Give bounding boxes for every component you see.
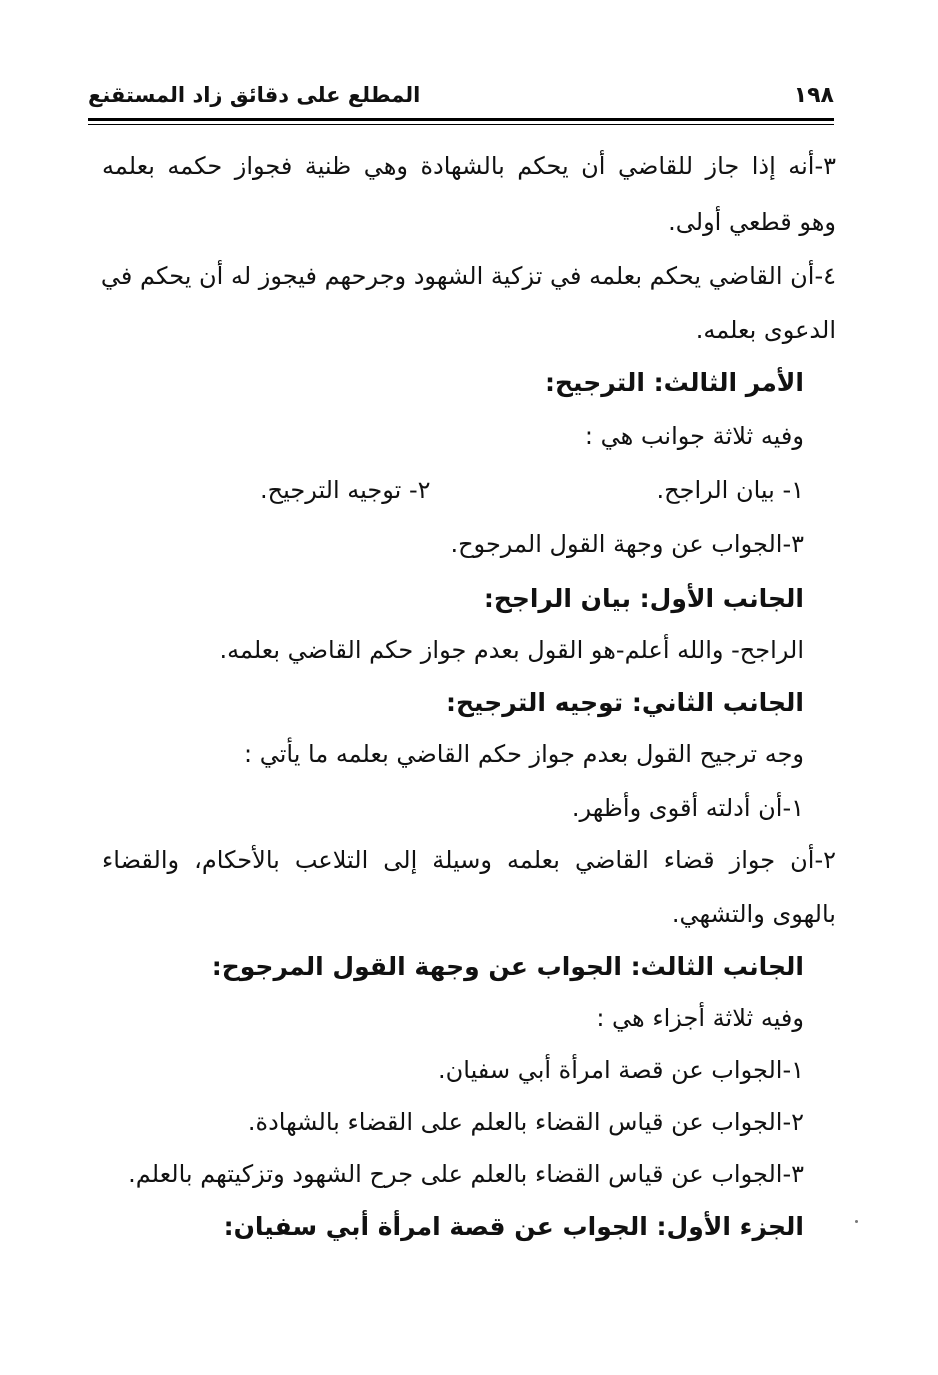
list-item: ١- بيان الراجح. — [656, 476, 804, 504]
paragraph-line: ٤-أن القاضي يحكم بعلمه في تزكية الشهود وجرحهم فيجوز له أن يحكم في — [100, 262, 836, 290]
section-heading: الجانب الثاني: توجيه الترجيح: — [446, 688, 804, 717]
margin-dot — [855, 1220, 858, 1223]
paragraph-line: وفيه ثلاثة جوانب هي : — [584, 422, 804, 450]
header-rule-thick — [88, 118, 834, 121]
list-item: ٢-الجواب عن قياس القضاء بالعلم على القضاء بالشهادة. — [247, 1108, 804, 1136]
list-item: ٢- توجيه الترجيح. — [260, 476, 431, 504]
paragraph-line: وهو قطعي أولى. — [668, 208, 836, 236]
list-item: ١-أن أدلته أقوى وأظهر. — [571, 794, 804, 822]
list-item: ١-الجواب عن قصة امرأة أبي سفيان. — [438, 1056, 804, 1084]
section-heading: الجانب الأول: بيان الراجح: — [483, 584, 804, 613]
paragraph-line: ٢-أن جواز قضاء القاضي بعلمه وسيلة إلى التلاعب بالأحكام، والقضاء — [102, 846, 836, 874]
book-title: المطلع على دقائق زاد المستقنع — [88, 83, 421, 107]
section-heading: الجانب الثالث: الجواب عن وجهة القول المرجوح: — [211, 952, 804, 981]
header-rule-thin — [88, 124, 834, 125]
section-heading: الجزء الأول: الجواب عن قصة امرأة أبي سفيان: — [223, 1212, 804, 1241]
running-header — [88, 80, 834, 110]
list-item: ٣-الجواب عن قياس القضاء بالعلم على جرح الشهود وتزكيتهم بالعلم. — [128, 1160, 804, 1188]
list-item: ٣-الجواب عن وجهة القول المرجوح. — [450, 530, 804, 558]
paragraph-line: الراجح- والله أعلم-هو القول بعدم جواز حكم القاضي بعلمه. — [219, 636, 804, 664]
paragraph-line: الدعوى بعلمه. — [695, 316, 836, 344]
section-heading: الأمر الثالث: الترجيح: — [545, 368, 804, 397]
page-number: ١٩٨ — [793, 82, 834, 108]
list-row — [260, 476, 804, 504]
paragraph-line: وجه ترجيح القول بعدم جواز حكم القاضي بعلمه ما يأتي : — [244, 740, 804, 768]
paragraph-line: وفيه ثلاثة أجزاء هي : — [596, 1004, 804, 1032]
paragraph-line: بالهوى والتشهي. — [671, 900, 836, 928]
paragraph-line: ٣-أنه إذا جاز للقاضي أن يحكم بالشهادة وهي ظنية فجواز حكمه بعلمه — [102, 152, 836, 180]
